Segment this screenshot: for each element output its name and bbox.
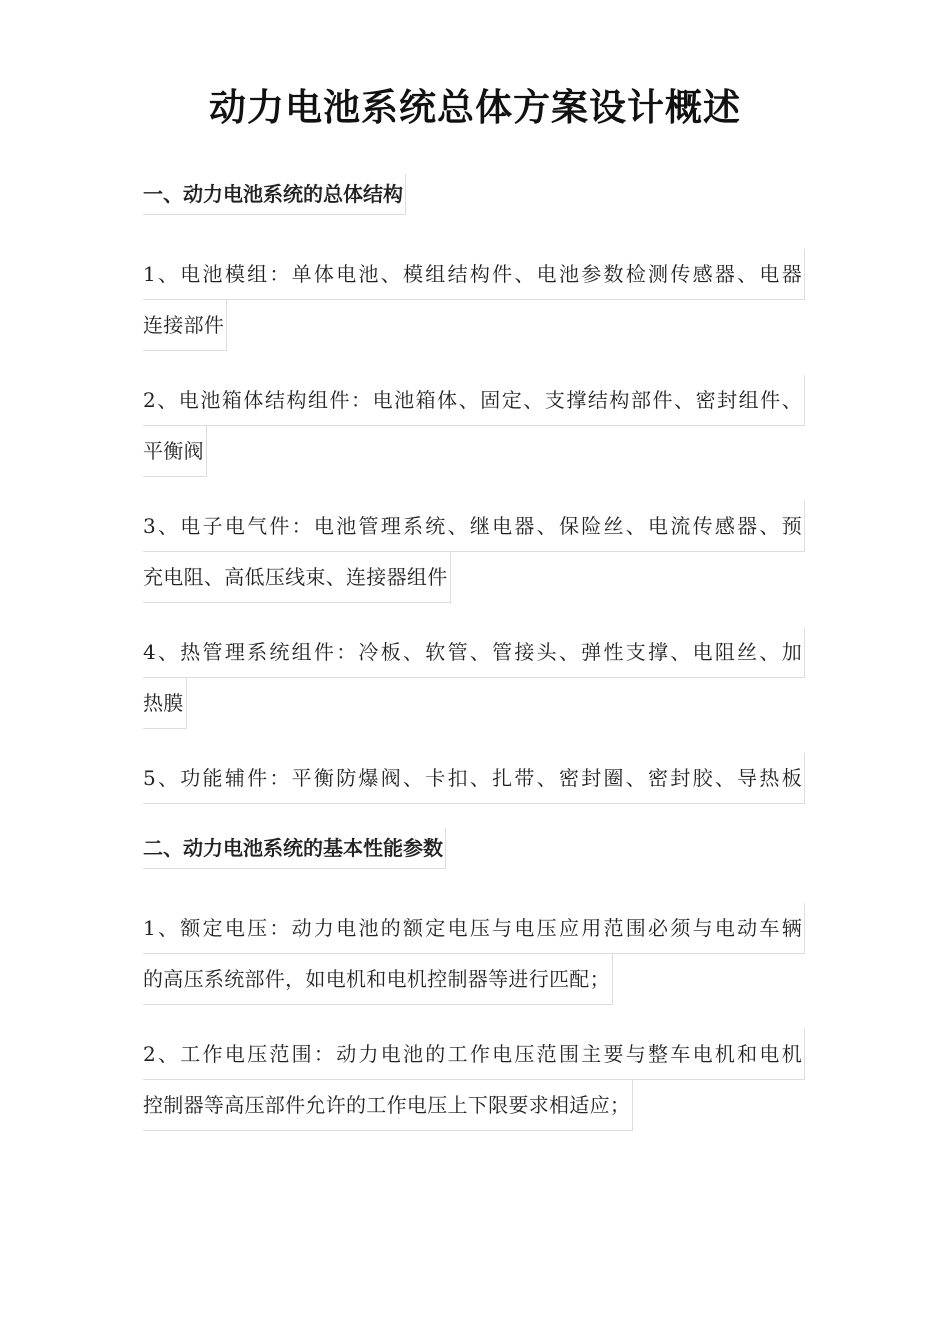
- paragraph-rated-voltage: [143, 903, 805, 1005]
- paragraph-line: 的高压系统部件，如电机和电机控制器等进行匹配；: [143, 954, 613, 1005]
- paragraph-thermal-management: [143, 627, 805, 729]
- section-overall-structure: [143, 174, 805, 828]
- paragraph-line: 3、电子电气件：电池管理系统、继电器、保险丝、电流传感器、预: [143, 501, 805, 552]
- paragraph-line: 5、功能辅件：平衡防爆阀、卡扣、扎带、密封圈、密封胶、导热板: [143, 753, 805, 804]
- paragraph-line: 连接部件: [143, 300, 227, 351]
- paragraph-battery-box: [143, 375, 805, 477]
- section-heading: 二、动力电池系统的基本性能参数: [143, 828, 446, 869]
- paragraph-line: 2、电池箱体结构组件：电池箱体、固定、支撑结构部件、密封组件、: [143, 375, 805, 426]
- paragraph-line: 1、额定电压：动力电池的额定电压与电压应用范围必须与电动车辆: [143, 903, 805, 954]
- document-title: 动力电池系统总体方案设计概述: [209, 86, 741, 129]
- section-performance-parameters: [143, 828, 805, 1131]
- paragraph-line: 控制器等高压部件允许的工作电压上下限要求相适应；: [143, 1080, 633, 1131]
- paragraph-line: 平衡阀: [143, 426, 207, 477]
- paragraph-line: 4、热管理系统组件：冷板、软管、管接头、弹性支撑、电阻丝、加: [143, 627, 805, 678]
- section-heading: 一、动力电池系统的总体结构: [143, 174, 406, 215]
- paragraph-auxiliary-parts: [143, 753, 805, 804]
- document-body: [143, 174, 805, 1131]
- paragraph-working-voltage-range: [143, 1029, 805, 1131]
- paragraph-electronics: [143, 501, 805, 603]
- paragraph-line: 1、电池模组：单体电池、模组结构件、电池参数检测传感器、电器: [143, 249, 805, 300]
- paragraph-battery-module: [143, 249, 805, 351]
- paragraph-line: 热膜: [143, 678, 187, 729]
- paragraph-line: 充电阻、高低压线束、连接器组件: [143, 552, 451, 603]
- paragraph-line: 2、工作电压范围：动力电池的工作电压范围主要与整车电机和电机: [143, 1029, 805, 1080]
